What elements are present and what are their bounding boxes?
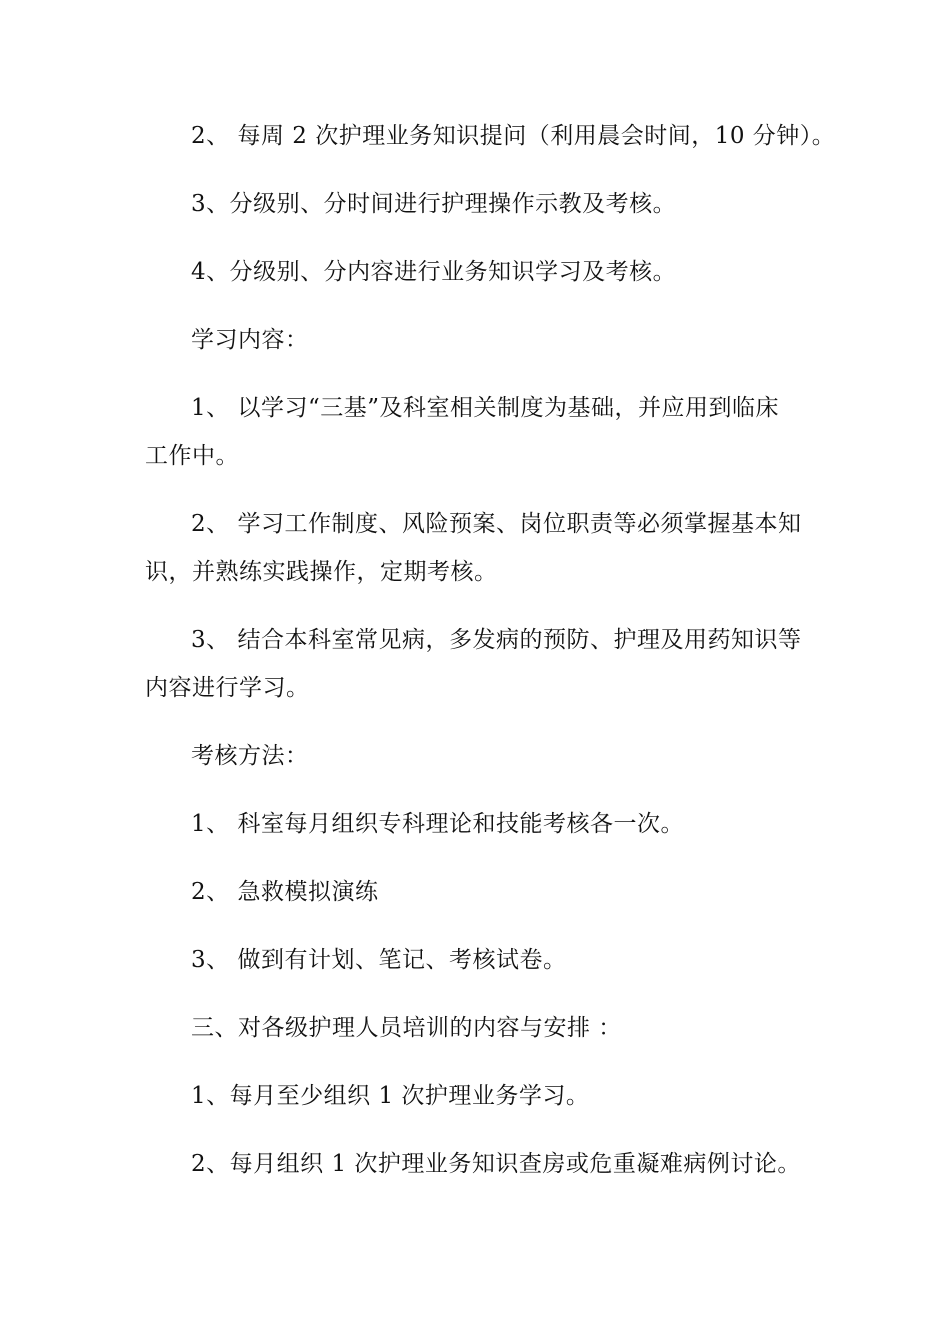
paragraph-line: 2、 急救模拟演练 [191, 879, 379, 905]
paragraph-line: 2、每月组织 1 次护理业务知识查房或危重凝难病例讨论。 [191, 1151, 801, 1177]
section-heading: 三、对各级护理人员培训的内容与安排 ： [191, 1015, 622, 1041]
paragraph-line: 1、 科室每月组织专科理论和技能考核各一次。 [191, 811, 684, 837]
paragraph-line: 4、分级别、分内容进行业务知识学习及考核。 [191, 259, 677, 285]
paragraph-line: 1、 以学习“三基”及科室相关制度为基础，并应用到临床 [191, 395, 779, 421]
paragraph-line: 1、每月至少组织 1 次护理业务学习。 [191, 1083, 590, 1109]
paragraph-line: 2、 学习工作制度、风险预案、岗位职责等必须掌握基本知 [191, 511, 802, 537]
paragraph-line: 3、 结合本科室常见病，多发病的预防、护理及用药知识等 [191, 627, 802, 653]
paragraph-line: 3、分级别、分时间进行护理操作示教及考核。 [191, 191, 677, 217]
section-heading: 学习内容： [191, 327, 309, 353]
section-heading: 考核方法： [191, 743, 309, 769]
paragraph-line-continued: 内容进行学习。 [145, 675, 310, 701]
paragraph-line: 2、 每周 2 次护理业务知识提问（利用晨会时间，10 分钟）。 [191, 123, 836, 149]
paragraph-line-continued: 工作中。 [145, 443, 239, 469]
paragraph-line: 3、 做到有计划、笔记、考核试卷。 [191, 947, 567, 973]
paragraph-line-continued: 识，并熟练实践操作，定期考核。 [145, 559, 498, 585]
